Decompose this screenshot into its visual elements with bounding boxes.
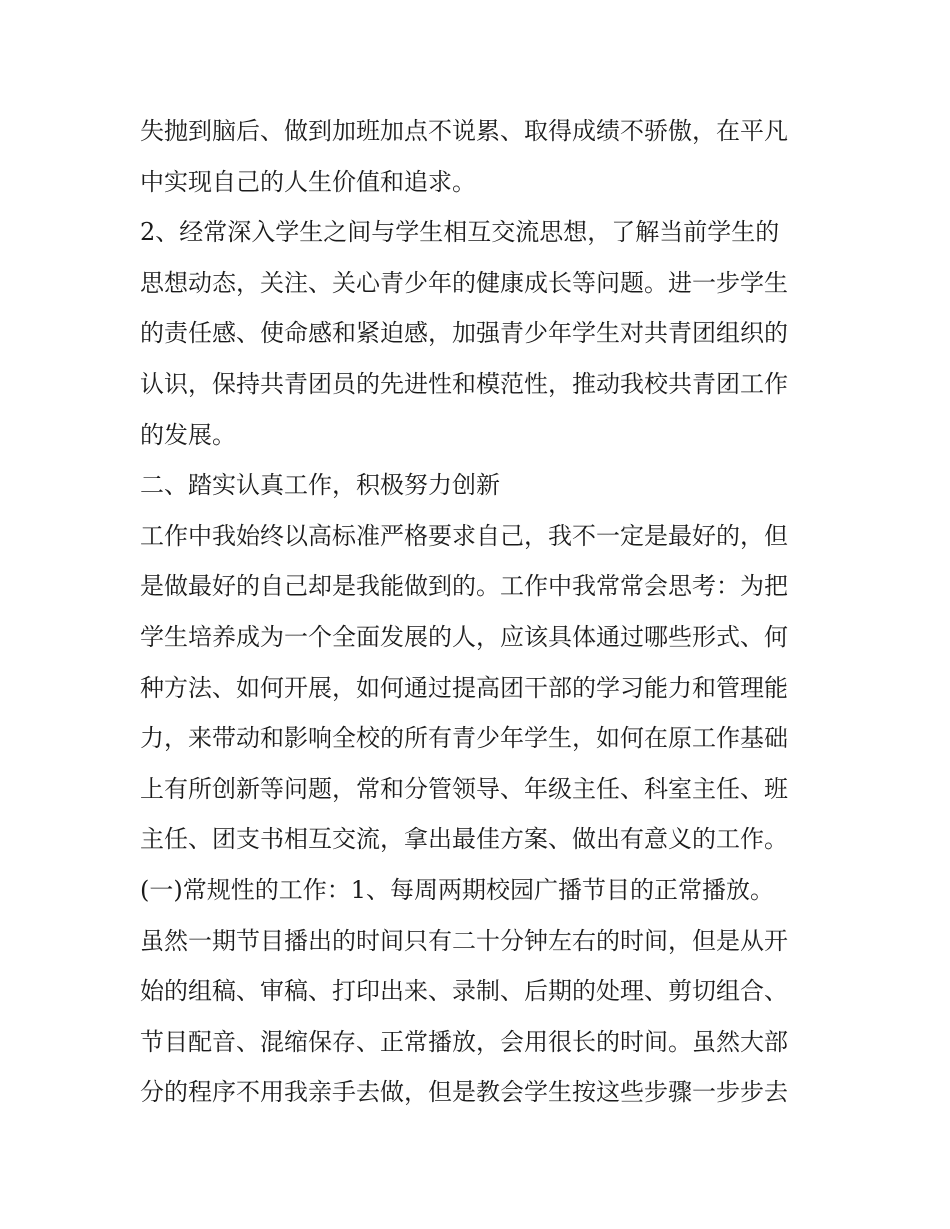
text-line: 工作中我始终以高标准严格要求自己，我不一定是最好的，但 (140, 521, 788, 550)
text-line: 节目配音、混缩保存、正常播放，会用很长的时间。虽然大部 (140, 1027, 788, 1056)
text-line: 学生培养成为一个全面发展的人，应该具体通过哪些形式、何 (140, 622, 788, 651)
text-line: 的责任感、使命感和紧迫感，加强青少年学生对共青团组织的 (140, 319, 788, 348)
text-line: 失抛到脑后、做到加班加点不说累、取得成绩不骄傲，在平凡 (140, 117, 788, 145)
text-line: 中实现自己的人生价值和追求。 (140, 167, 476, 196)
text-line: 虽然一期节目播出的时间只有二十分钟左右的时间，但是从开 (140, 926, 788, 955)
body-text (140, 106, 830, 1118)
text-line: 思想动态，关注、关心青少年的健康成长等问题。进一步学生 (140, 268, 788, 297)
text-line: 认识，保持共青团员的先进性和模范性，推动我校共青团工作 (140, 369, 788, 398)
text-line: 是做最好的自己却是我能做到的。工作中我常常会思考：为把 (140, 572, 788, 601)
text-line: 2、经常深入学生之间与学生相互交流思想，了解当前学生的 (140, 218, 780, 247)
text-line: 种方法、如何开展，如何通过提高团干部的学习能力和管理能 (140, 673, 788, 702)
text-line: 的发展。 (140, 420, 236, 449)
text-line: 分的程序不用我亲手去做，但是教会学生按这些步骤一步步去 (140, 1078, 788, 1107)
text-line: 上有所创新等问题，常和分管领导、年级主任、科室主任、班 (140, 774, 788, 803)
section-heading: 二、踏实认真工作，积极努力创新 (140, 471, 500, 500)
subsection-heading: (一)常规性的工作：1、每周两期校园广播节目的正常播放。 (140, 875, 774, 904)
text-line: 主任、团支书相互交流，拿出最佳方案、做出有意义的工作。 (140, 825, 788, 854)
text-line: 力，来带动和影响全校的所有青少年学生，如何在原工作基础 (140, 724, 788, 753)
text-line: 始的组稿、审稿、打印出来、录制、后期的处理、剪切组合、 (140, 977, 788, 1006)
